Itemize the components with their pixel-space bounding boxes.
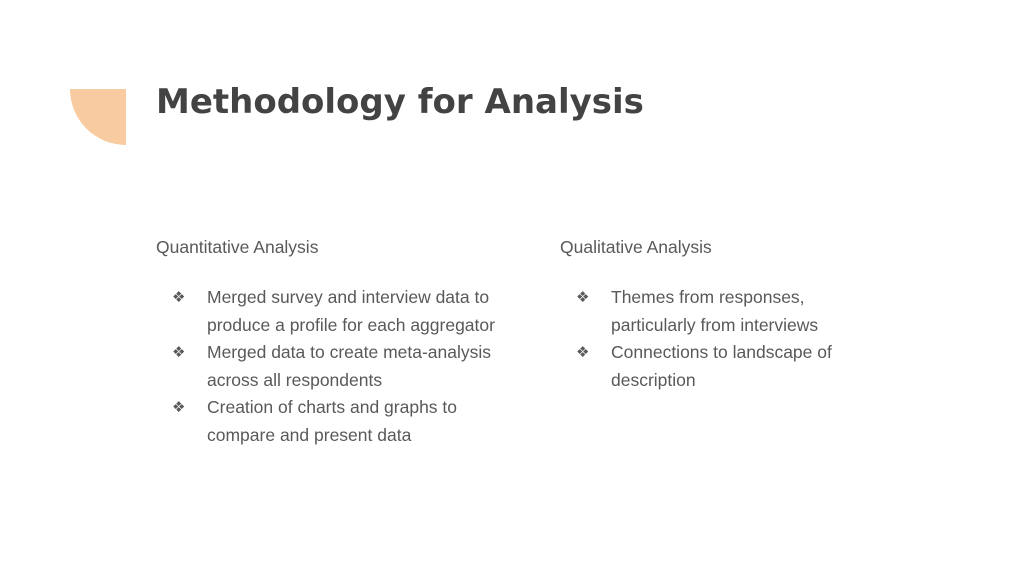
- column-heading-qualitative: Qualitative Analysis: [560, 237, 712, 257]
- list-item: [156, 284, 536, 339]
- quantitative-analysis-column: [156, 234, 536, 449]
- quantitative-bullet-list: [156, 284, 536, 449]
- diamond-bullet-icon: ❖: [172, 288, 186, 306]
- decorative-quarter-circle: [70, 89, 126, 145]
- list-item: [156, 339, 536, 394]
- list-item-text: Connections to landscape of description: [611, 342, 832, 390]
- slide-title: Methodology for Analysis: [156, 82, 644, 122]
- list-item: [156, 394, 536, 449]
- list-item-text: Themes from responses, particularly from interviews: [611, 287, 819, 335]
- qualitative-bullet-list: [560, 284, 940, 394]
- list-item: [560, 284, 940, 339]
- diamond-bullet-icon: ❖: [576, 288, 590, 306]
- list-item-text: Merged data to create meta-analysis across all respondents: [207, 342, 492, 390]
- column-heading-quantitative: Quantitative Analysis: [156, 237, 319, 257]
- list-item-text: Creation of charts and graphs to compare and present data: [207, 397, 458, 445]
- diamond-bullet-icon: ❖: [172, 343, 186, 361]
- list-item-text: Merged survey and interview data to produce a profile for each aggregator: [207, 287, 495, 335]
- diamond-bullet-icon: ❖: [576, 343, 590, 361]
- qualitative-analysis-column: [560, 234, 940, 394]
- list-item: [560, 339, 940, 394]
- diamond-bullet-icon: ❖: [172, 398, 186, 416]
